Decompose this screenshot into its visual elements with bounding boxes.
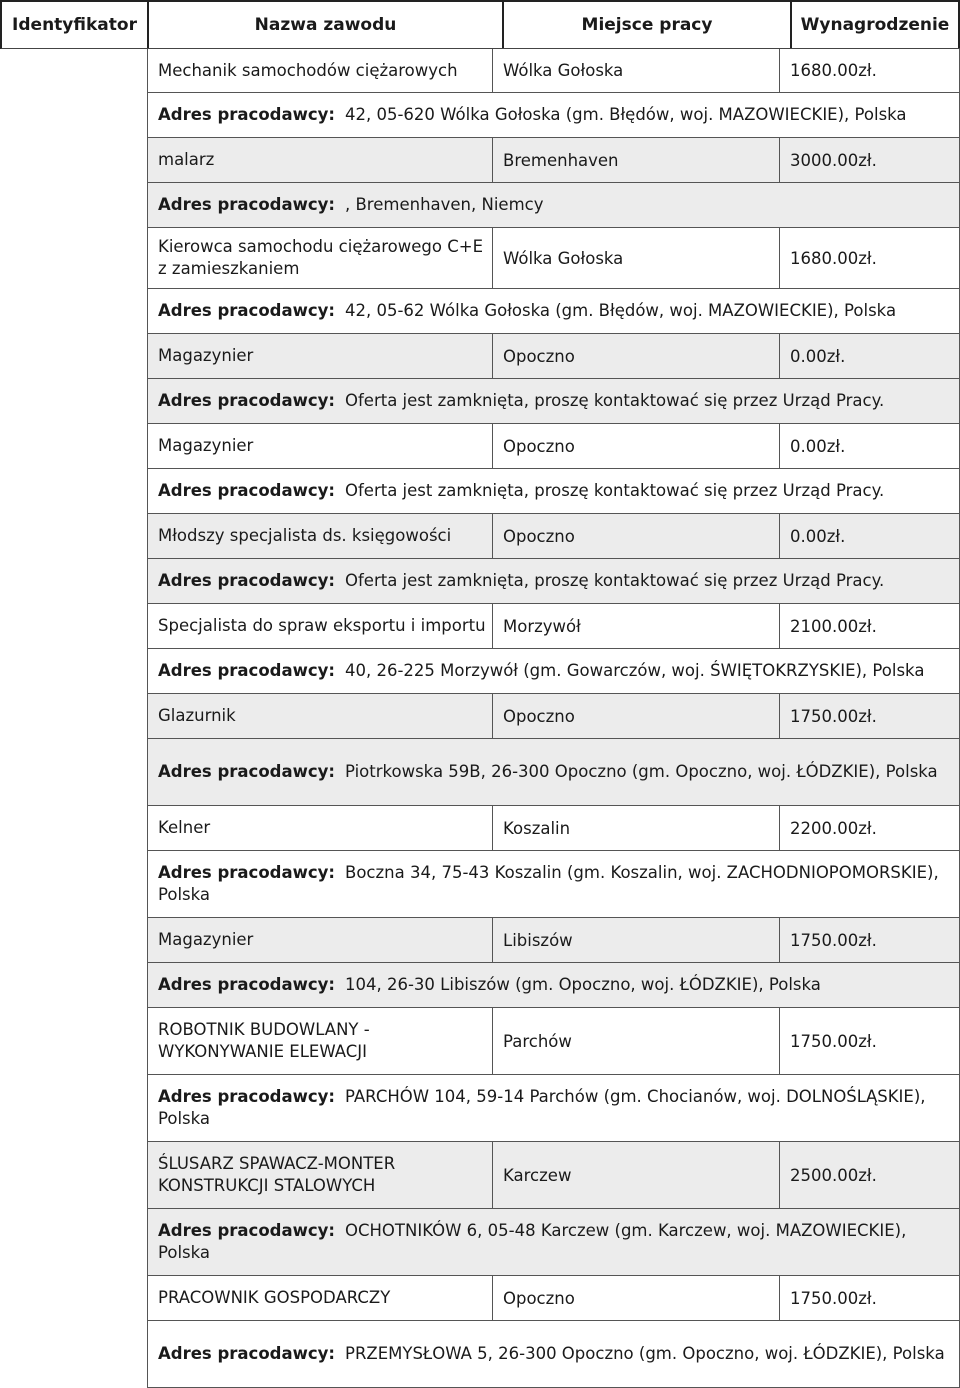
table-header: [0, 0, 960, 49]
employer-address-row: [148, 468, 959, 513]
job-place: Parchów: [492, 1008, 780, 1074]
header-workplace: Miejsce pracy: [504, 2, 792, 48]
job-name: Kierowca samochodu ciężarowego C+E z zamieszkaniem: [158, 237, 483, 278]
job-salary: 3000.00zł.: [790, 150, 877, 170]
job-salary: 1750.00zł.: [790, 1031, 877, 1051]
job-name: Kelner: [158, 818, 211, 837]
employer-address-label: Adres pracodawcy:: [158, 571, 335, 590]
employer-address-label: Adres pracodawcy:: [158, 661, 335, 680]
job-place: Opoczno: [492, 334, 780, 378]
job-salary: 1680.00zł.: [790, 61, 877, 80]
job-place: Morzywół: [492, 604, 780, 648]
employer-address-row: [148, 648, 959, 693]
employer-address-row: [148, 558, 959, 603]
job-main-row: [148, 604, 959, 648]
job-salary: 1750.00zł.: [790, 1288, 877, 1308]
employer-address-value: , Bremenhaven, Niemcy: [345, 195, 544, 214]
employer-address-value: Piotrkowska 59B, 26-300 Opoczno (gm. Opoczno, woj. ŁÓDZKIE), Polska: [345, 762, 938, 781]
job-salary: 1750.00zł.: [790, 706, 877, 726]
job-main-row: [148, 1142, 959, 1208]
employer-address-row: [148, 1320, 959, 1387]
employer-address-value: PARCHÓW 104, 59-14 Parchów (gm. Chocianów, woj. DOLNOŚLĄSKIE), Polska: [158, 1087, 926, 1128]
job-main-row: [148, 514, 959, 558]
employer-address-label: Adres pracodawcy:: [158, 391, 335, 410]
job-place: Libiszów: [492, 918, 780, 962]
job-name: Magazynier: [158, 436, 254, 455]
employer-address-row: [148, 962, 959, 1007]
header-job-name: Nazwa zawodu: [149, 2, 504, 48]
job-salary: 2100.00zł.: [790, 616, 877, 636]
employer-address-label: Adres pracodawcy:: [158, 1221, 335, 1240]
job-salary: 0.00zł.: [790, 526, 846, 546]
employer-address-row: [148, 288, 959, 333]
job-place: Wólka Gołoska: [492, 49, 780, 92]
job-name: Magazynier: [158, 930, 254, 949]
employer-address-label: Adres pracodawcy:: [158, 762, 335, 781]
job-name: PRACOWNIK GOSPODARCZY: [158, 1288, 391, 1307]
job-entry: [148, 1008, 959, 1142]
employer-address-value: 42, 05-620 Wólka Gołoska (gm. Błędów, woj. MAZOWIECKIE), Polska: [345, 105, 907, 124]
job-entry: [148, 694, 959, 806]
job-name: malarz: [158, 150, 215, 169]
header-salary: Wynagrodzenie: [792, 2, 960, 48]
job-list: [147, 49, 960, 1388]
employer-address-label: Adres pracodawcy:: [158, 105, 335, 124]
job-entry: [148, 228, 959, 334]
employer-address-value: Oferta jest zamknięta, proszę kontaktować się przez Urząd Pracy.: [345, 481, 885, 500]
job-name: Magazynier: [158, 346, 254, 365]
employer-address-row: [148, 1208, 959, 1275]
employer-address-label: Adres pracodawcy:: [158, 481, 335, 500]
job-entry: [148, 1276, 959, 1387]
job-main-row: [148, 1008, 959, 1074]
job-salary: 1750.00zł.: [790, 930, 877, 950]
job-salary: 1680.00zł.: [790, 248, 877, 268]
job-name: ROBOTNIK BUDOWLANY - WYKONYWANIE ELEWACJI: [158, 1020, 370, 1061]
job-place: Opoczno: [492, 424, 780, 468]
job-main-row: [148, 694, 959, 738]
job-main-row: [148, 424, 959, 468]
job-entry: [148, 424, 959, 514]
job-entry: [148, 604, 959, 694]
job-salary: 2500.00zł.: [790, 1165, 877, 1185]
employer-address-value: 104, 26-30 Libiszów (gm. Opoczno, woj. ŁÓDZKIE), Polska: [345, 975, 821, 994]
job-place: Karczew: [492, 1142, 780, 1208]
job-entry: [148, 918, 959, 1008]
employer-address-value: Oferta jest zamknięta, proszę kontaktować się przez Urząd Pracy.: [345, 391, 885, 410]
job-place: Opoczno: [492, 514, 780, 558]
employer-address-row: [148, 92, 959, 137]
employer-address-label: Adres pracodawcy:: [158, 195, 335, 214]
job-name: Specjalista do spraw eksportu i importu: [158, 616, 486, 635]
job-name: ŚLUSARZ SPAWACZ-MONTER KONSTRUKCJI STALOWYCH: [158, 1154, 396, 1195]
job-entry: [148, 514, 959, 604]
job-entry: [148, 138, 959, 228]
employer-address-value: PRZEMYSŁOWA 5, 26-300 Opoczno (gm. Opoczno, woj. ŁÓDZKIE), Polska: [345, 1344, 945, 1363]
job-main-row: [148, 334, 959, 378]
employer-address-row: [148, 378, 959, 423]
employer-address-row: [148, 1074, 959, 1141]
job-place: Opoczno: [492, 1276, 780, 1320]
job-place: Koszalin: [492, 806, 780, 850]
job-entry: [148, 49, 959, 138]
job-main-row: [148, 138, 959, 182]
job-place: Bremenhaven: [492, 138, 780, 182]
employer-address-label: Adres pracodawcy:: [158, 975, 335, 994]
job-main-row: [148, 806, 959, 850]
job-main-row: [148, 1276, 959, 1320]
employer-address-value: Oferta jest zamknięta, proszę kontaktować się przez Urząd Pracy.: [345, 571, 885, 590]
employer-address-row: [148, 850, 959, 917]
employer-address-label: Adres pracodawcy:: [158, 1087, 335, 1106]
employer-address-label: Adres pracodawcy:: [158, 863, 335, 882]
employer-address-value: 40, 26-225 Morzywół (gm. Gowarczów, woj. ŚWIĘTOKRZYSKIE), Polska: [345, 661, 925, 680]
employer-address-row: [148, 182, 959, 227]
job-name: Glazurnik: [158, 706, 236, 725]
job-entry: [148, 1142, 959, 1276]
job-salary: 0.00zł.: [790, 346, 846, 366]
employer-address-label: Adres pracodawcy:: [158, 1344, 335, 1363]
job-main-row: [148, 49, 959, 92]
job-place: Wólka Gołoska: [492, 228, 780, 288]
employer-address-label: Adres pracodawcy:: [158, 301, 335, 320]
job-place: Opoczno: [492, 694, 780, 738]
job-entry: [148, 806, 959, 918]
header-identifier: Identyfikator: [2, 2, 149, 48]
job-salary: 2200.00zł.: [790, 818, 877, 838]
employer-address-value: Boczna 34, 75-43 Koszalin (gm. Koszalin, woj. ZACHODNIOPOMORSKIE), Polska: [158, 863, 939, 904]
employer-address-value: 42, 05-62 Wólka Gołoska (gm. Błędów, woj. MAZOWIECKIE), Polska: [345, 301, 897, 320]
job-name: Młodszy specjalista ds. księgowości: [158, 526, 452, 545]
employer-address-row: [148, 738, 959, 805]
job-name: Mechanik samochodów ciężarowych: [158, 60, 458, 80]
job-main-row: [148, 228, 959, 288]
job-salary: 0.00zł.: [790, 436, 846, 456]
job-entry: [148, 334, 959, 424]
employer-address-value: OCHOTNIKÓW 6, 05-48 Karczew (gm. Karczew, woj. MAZOWIECKIE), Polska: [158, 1221, 907, 1262]
job-main-row: [148, 918, 959, 962]
